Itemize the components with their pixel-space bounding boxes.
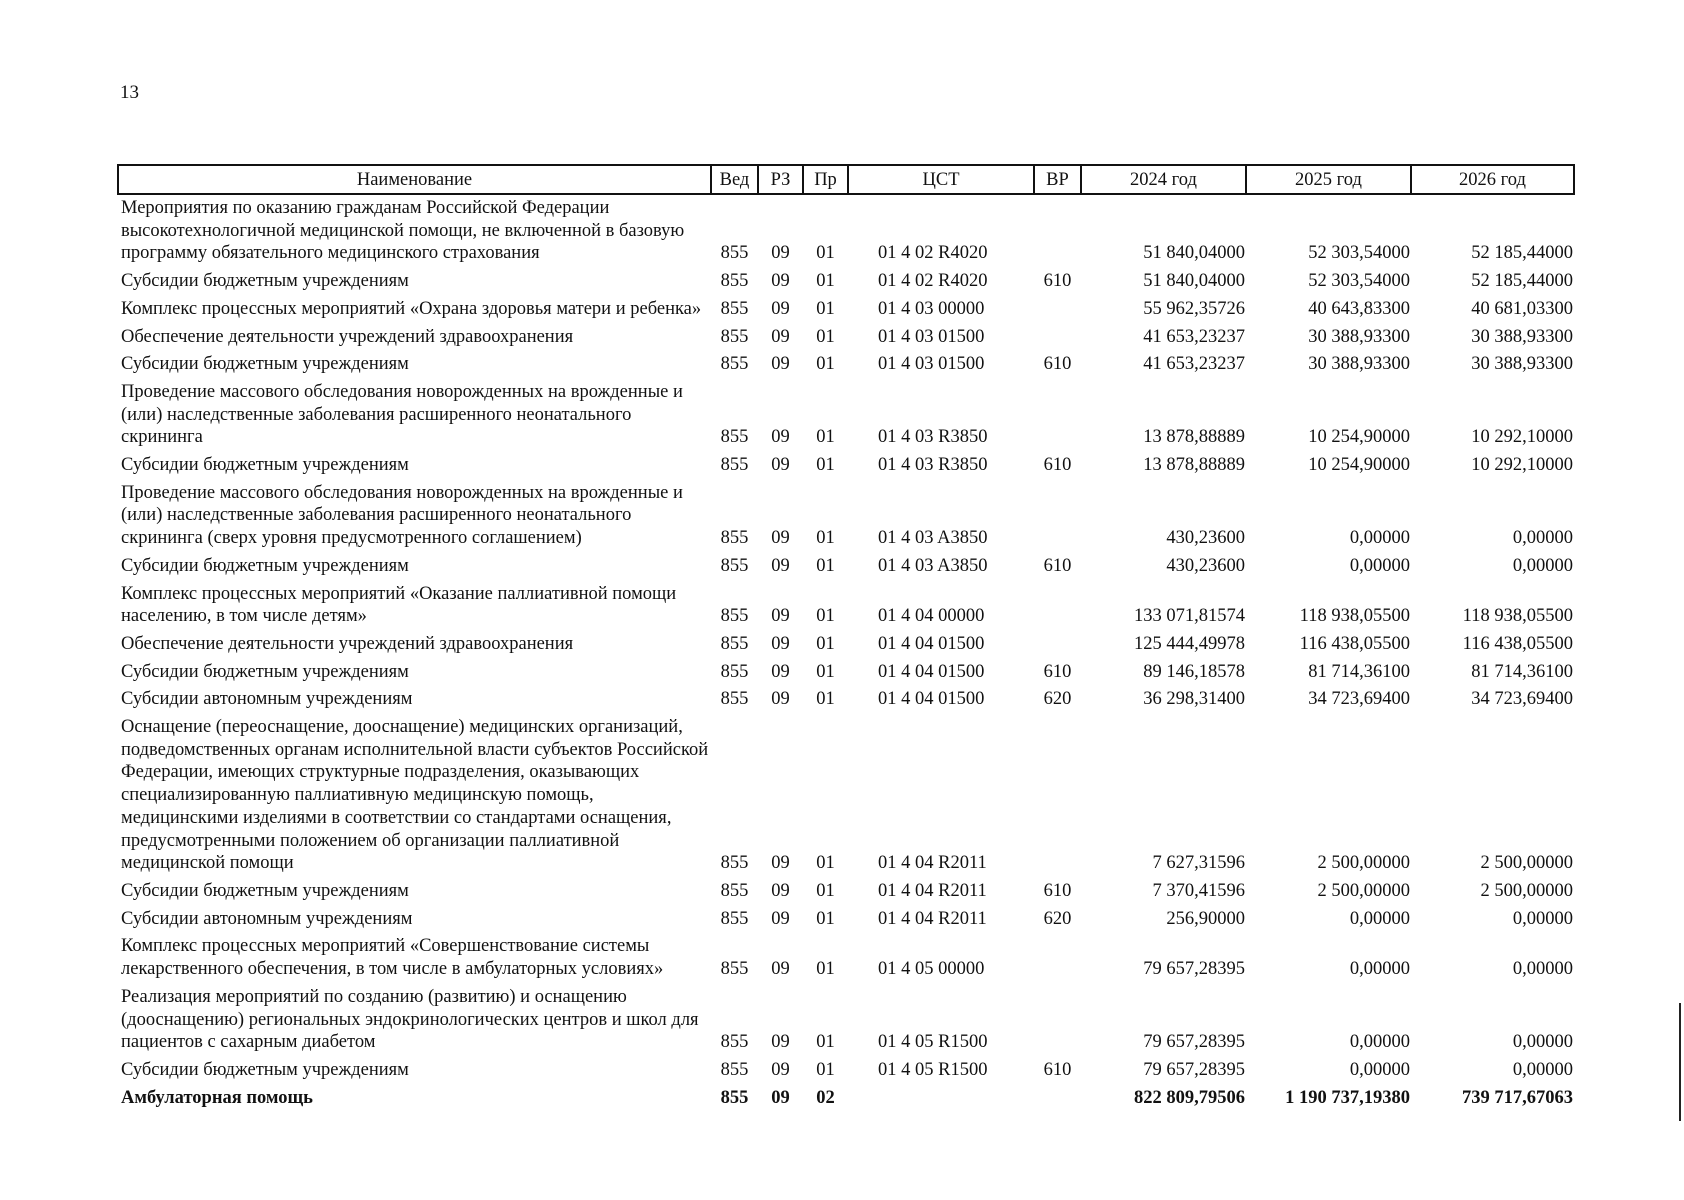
cell-ved: 855	[720, 1087, 749, 1108]
cell-pr: 01	[816, 326, 835, 347]
cell-2026: 0,00000	[1512, 908, 1573, 929]
cell-name: Субсидии бюджетным учреждениям	[121, 880, 409, 901]
cell-2025: 34 723,69400	[1308, 689, 1410, 710]
cell-pr: 01	[816, 455, 835, 476]
cell-ved: 855	[720, 606, 749, 627]
cell-name: Обеспечение деятельности учреждений здравоохранения	[121, 633, 574, 654]
cell-2024: 79 657,28395	[1143, 1059, 1245, 1080]
cell-2026: 0,00000	[1512, 959, 1573, 980]
cell-2025: 40 643,83300	[1308, 298, 1410, 319]
cell-pr: 01	[816, 555, 835, 576]
cell-rz: 09	[771, 528, 790, 549]
cell-2025: 0,00000	[1349, 908, 1410, 929]
cell-vr: 610	[1043, 455, 1072, 476]
cell-ved: 855	[720, 633, 749, 654]
cell-2026: 81 714,36100	[1471, 661, 1573, 682]
cell-cst: 01 4 02 R4020	[878, 243, 988, 264]
cell-2026: 2 500,00000	[1480, 880, 1573, 901]
table-row	[118, 659, 1574, 687]
cell-2024: 13 878,88889	[1143, 427, 1245, 448]
cell-cst: 01 4 02 R4020	[878, 271, 988, 292]
cell-cst: 01 4 05 R1500	[878, 1032, 988, 1053]
table-row	[118, 296, 1574, 324]
cell-cst: 01 4 03 A3850	[878, 555, 988, 576]
table-row	[118, 351, 1574, 379]
cell-rz: 09	[771, 555, 790, 576]
cell-2024: 51 840,04000	[1143, 271, 1245, 292]
cell-cst: 01 4 03 A3850	[878, 528, 988, 549]
cell-rz: 09	[771, 908, 790, 929]
cell-ved: 855	[720, 298, 749, 319]
cell-2026: 0,00000	[1512, 1059, 1573, 1080]
cell-vr: 620	[1043, 689, 1072, 710]
cell-ved: 855	[720, 959, 749, 980]
cell-vr: 610	[1043, 354, 1072, 375]
cell-ved: 855	[720, 427, 749, 448]
cell-2024: 41 653,23237	[1143, 326, 1245, 347]
cell-name: Амбулаторная помощь	[121, 1087, 313, 1108]
cell-pr: 01	[816, 354, 835, 375]
header-name: Наименование	[118, 165, 711, 194]
cell-pr: 02	[816, 1087, 835, 1108]
cell-name: Комплекс процессных мероприятий «Оказание паллиативной помощи населению, в том числе детям»	[121, 583, 677, 627]
header-vr: ВР	[1034, 165, 1081, 194]
cell-2025: 81 714,36100	[1308, 661, 1410, 682]
cell-cst: 01 4 03 00000	[878, 298, 985, 319]
cell-name: Проведение массового обследования новорожденных на врожденные и (или) наследственные заболевания расширенного неонатального скрининга (сверх уровня предусмотренного соглашением)	[121, 482, 683, 549]
cell-2026: 30 388,93300	[1471, 354, 1573, 375]
cell-cst	[848, 1085, 1034, 1113]
cell-cst: 01 4 04 R2011	[878, 853, 987, 874]
cell-vr	[1034, 324, 1081, 352]
cell-2025: 0,00000	[1349, 959, 1410, 980]
cell-pr: 01	[816, 1032, 835, 1053]
cell-rz: 09	[771, 298, 790, 319]
cell-pr: 01	[816, 427, 835, 448]
cell-rz: 09	[771, 271, 790, 292]
table-body	[118, 194, 1574, 1112]
cell-cst: 01 4 04 01500	[878, 689, 985, 710]
cell-rz: 09	[771, 1087, 790, 1108]
cell-2024: 51 840,04000	[1143, 243, 1245, 264]
cell-rz: 09	[771, 1032, 790, 1053]
cell-pr: 01	[816, 633, 835, 654]
cell-rz: 09	[771, 354, 790, 375]
cell-2025: 118 938,05500	[1299, 606, 1410, 627]
cell-ved: 855	[720, 528, 749, 549]
table-row	[118, 714, 1574, 878]
scan-margin-line	[1679, 1003, 1681, 1121]
cell-2024: 430,23600	[1166, 528, 1245, 549]
header-row	[118, 165, 1574, 194]
table-row	[118, 1057, 1574, 1085]
cell-2025: 0,00000	[1349, 555, 1410, 576]
cell-rz: 09	[771, 959, 790, 980]
cell-pr: 01	[816, 606, 835, 627]
table-row	[118, 553, 1574, 581]
cell-vr: 610	[1043, 555, 1072, 576]
cell-name: Комплекс процессных мероприятий «Совершенствование системы лекарственного обеспечения, в том числе в амбулаторных условиях»	[121, 936, 664, 980]
cell-rz: 09	[771, 455, 790, 476]
cell-name: Субсидии бюджетным учреждениям	[121, 271, 409, 292]
cell-cst: 01 4 03 R3850	[878, 455, 988, 476]
cell-2024: 125 444,49978	[1134, 633, 1245, 654]
cell-ved: 855	[720, 880, 749, 901]
cell-ved: 855	[720, 1059, 749, 1080]
cell-cst: 01 4 03 R3850	[878, 427, 988, 448]
cell-ved: 855	[720, 689, 749, 710]
cell-cst: 01 4 04 01500	[878, 633, 985, 654]
cell-2026: 10 292,10000	[1471, 427, 1573, 448]
cell-rz: 09	[771, 689, 790, 710]
cell-name: Обеспечение деятельности учреждений здравоохранения	[121, 326, 574, 347]
cell-2025: 1 190 737,19380	[1285, 1087, 1410, 1108]
cell-vr: 610	[1043, 661, 1072, 682]
cell-2024: 55 962,35726	[1143, 298, 1245, 319]
cell-cst: 01 4 04 R2011	[878, 908, 987, 929]
cell-2026: 739 717,67063	[1462, 1087, 1573, 1108]
cell-2025: 0,00000	[1349, 528, 1410, 549]
cell-name: Субсидии автономным учреждениям	[121, 689, 413, 710]
cell-ved: 855	[720, 908, 749, 929]
cell-rz: 09	[771, 326, 790, 347]
cell-vr	[1034, 714, 1081, 878]
cell-name: Реализация мероприятий по созданию (развитию) и оснащению (дооснащению) региональных эндокринологических центров и школ для пациентов с сахарным диабетом	[121, 986, 699, 1053]
cell-pr: 01	[816, 1059, 835, 1080]
cell-pr: 01	[816, 880, 835, 901]
table-row	[118, 452, 1574, 480]
cell-name: Комплекс процессных мероприятий «Охрана здоровья матери и ребенка»	[121, 298, 702, 319]
cell-2026: 2 500,00000	[1480, 853, 1573, 874]
cell-rz: 09	[771, 606, 790, 627]
cell-2025: 0,00000	[1349, 1059, 1410, 1080]
cell-2025: 2 500,00000	[1317, 880, 1410, 901]
cell-2025: 52 303,54000	[1308, 271, 1410, 292]
cell-vr	[1034, 194, 1081, 268]
table-header	[118, 165, 1574, 194]
cell-rz: 09	[771, 1059, 790, 1080]
cell-rz: 09	[771, 427, 790, 448]
header-pr: Пр	[803, 165, 848, 194]
cell-2024: 36 298,31400	[1143, 689, 1245, 710]
cell-ved: 855	[720, 1032, 749, 1053]
cell-2026: 34 723,69400	[1471, 689, 1573, 710]
cell-ved: 855	[720, 555, 749, 576]
cell-2024: 79 657,28395	[1143, 959, 1245, 980]
cell-rz: 09	[771, 633, 790, 654]
cell-2025: 116 438,05500	[1299, 633, 1410, 654]
cell-2025: 52 303,54000	[1308, 243, 1410, 264]
cell-pr: 01	[816, 689, 835, 710]
cell-rz: 09	[771, 880, 790, 901]
cell-2026: 40 681,03300	[1471, 298, 1573, 319]
cell-2024: 133 071,81574	[1134, 606, 1245, 627]
cell-vr	[1034, 631, 1081, 659]
cell-2026: 118 938,05500	[1462, 606, 1573, 627]
cell-ved: 855	[720, 661, 749, 682]
cell-name: Субсидии бюджетным учреждениям	[121, 661, 409, 682]
table-row	[118, 933, 1574, 983]
cell-vr: 610	[1043, 1059, 1072, 1080]
cell-vr	[1034, 933, 1081, 983]
cell-2024: 822 809,79506	[1134, 1087, 1245, 1108]
cell-2024: 7 370,41596	[1152, 880, 1245, 901]
cell-2024: 256,90000	[1166, 908, 1245, 929]
cell-vr	[1034, 1085, 1081, 1113]
cell-2026: 0,00000	[1512, 1032, 1573, 1053]
cell-2026: 0,00000	[1512, 528, 1573, 549]
cell-cst: 01 4 04 00000	[878, 606, 985, 627]
table-row	[118, 324, 1574, 352]
cell-pr: 01	[816, 271, 835, 292]
cell-name: Субсидии автономным учреждениям	[121, 908, 413, 929]
cell-2025: 2 500,00000	[1317, 853, 1410, 874]
cell-vr	[1034, 296, 1081, 324]
header-ved: Вед	[711, 165, 758, 194]
cell-2026: 0,00000	[1512, 555, 1573, 576]
cell-name: Оснащение (переоснащение, дооснащение) медицинских организаций, подведомственных органам исполнительной власти субъектов Российской Федерации, имеющих структурные подразделения, оказывающих специализированную паллиативную медицинскую помощь, медицинскими изделиями в соответствии со стандартами оснащения, предусмотренными положением об организации паллиативной медицинской помощи	[121, 717, 709, 874]
cell-vr	[1034, 581, 1081, 631]
table-row	[118, 1085, 1574, 1113]
cell-pr: 01	[816, 959, 835, 980]
cell-vr: 610	[1043, 880, 1072, 901]
table-row	[118, 379, 1574, 452]
cell-cst: 01 4 05 00000	[878, 959, 985, 980]
cell-pr: 01	[816, 853, 835, 874]
cell-vr	[1034, 480, 1081, 553]
cell-2026: 10 292,10000	[1471, 455, 1573, 476]
cell-ved: 855	[720, 354, 749, 375]
table-row	[118, 984, 1574, 1057]
cell-2025: 10 254,90000	[1308, 427, 1410, 448]
cell-2026: 116 438,05500	[1462, 633, 1573, 654]
cell-cst: 01 4 03 01500	[878, 326, 985, 347]
header-cst: ЦСТ	[848, 165, 1034, 194]
cell-ved: 855	[720, 243, 749, 264]
table-row	[118, 906, 1574, 934]
header-2025: 2025 год	[1246, 165, 1411, 194]
cell-ved: 855	[720, 271, 749, 292]
cell-name: Проведение массового обследования новорожденных на врожденные и (или) наследственные заболевания расширенного неонатального скрининга	[121, 381, 683, 448]
cell-2026: 52 185,44000	[1471, 243, 1573, 264]
cell-2024: 41 653,23237	[1143, 354, 1245, 375]
cell-name: Субсидии бюджетным учреждениям	[121, 1059, 409, 1080]
cell-ved: 855	[720, 326, 749, 347]
cell-2025: 30 388,93300	[1308, 354, 1410, 375]
cell-name: Субсидии бюджетным учреждениям	[121, 455, 409, 476]
table-row	[118, 631, 1574, 659]
header-2024: 2024 год	[1081, 165, 1246, 194]
cell-2024: 430,23600	[1166, 555, 1245, 576]
cell-vr	[1034, 984, 1081, 1057]
cell-rz: 09	[771, 661, 790, 682]
table-row	[118, 686, 1574, 714]
cell-2024: 79 657,28395	[1143, 1032, 1245, 1053]
table-row	[118, 581, 1574, 631]
cell-2025: 0,00000	[1349, 1032, 1410, 1053]
cell-name: Субсидии бюджетным учреждениям	[121, 555, 409, 576]
cell-cst: 01 4 04 01500	[878, 661, 985, 682]
cell-2025: 30 388,93300	[1308, 326, 1410, 347]
cell-2026: 30 388,93300	[1471, 326, 1573, 347]
cell-vr	[1034, 379, 1081, 452]
cell-pr: 01	[816, 661, 835, 682]
cell-2025: 10 254,90000	[1308, 455, 1410, 476]
cell-cst: 01 4 05 R1500	[878, 1059, 988, 1080]
cell-ved: 855	[720, 455, 749, 476]
cell-2024: 13 878,88889	[1143, 455, 1245, 476]
header-rz: РЗ	[758, 165, 803, 194]
cell-rz: 09	[771, 853, 790, 874]
cell-vr: 610	[1043, 271, 1072, 292]
cell-name: Мероприятия по оказанию гражданам Российской Федерации высокотехнологичной медицинской помощи, не включенной в базовую программу обязательного медицинского страхования	[121, 198, 685, 264]
cell-name: Субсидии бюджетным учреждениям	[121, 354, 409, 375]
cell-rz: 09	[771, 243, 790, 264]
table-row	[118, 480, 1574, 553]
table-row	[118, 194, 1574, 268]
cell-pr: 01	[816, 243, 835, 264]
budget-table	[117, 164, 1575, 1112]
cell-2026: 52 185,44000	[1471, 271, 1573, 292]
table-row	[118, 878, 1574, 906]
cell-vr: 620	[1043, 908, 1072, 929]
table-row	[118, 268, 1574, 296]
cell-2024: 7 627,31596	[1152, 853, 1245, 874]
cell-ved: 855	[720, 853, 749, 874]
cell-cst: 01 4 04 R2011	[878, 880, 987, 901]
page-number: 13	[120, 82, 139, 103]
cell-pr: 01	[816, 908, 835, 929]
cell-pr: 01	[816, 528, 835, 549]
cell-pr: 01	[816, 298, 835, 319]
header-2026: 2026 год	[1411, 165, 1574, 194]
cell-cst: 01 4 03 01500	[878, 354, 985, 375]
cell-2024: 89 146,18578	[1143, 661, 1245, 682]
